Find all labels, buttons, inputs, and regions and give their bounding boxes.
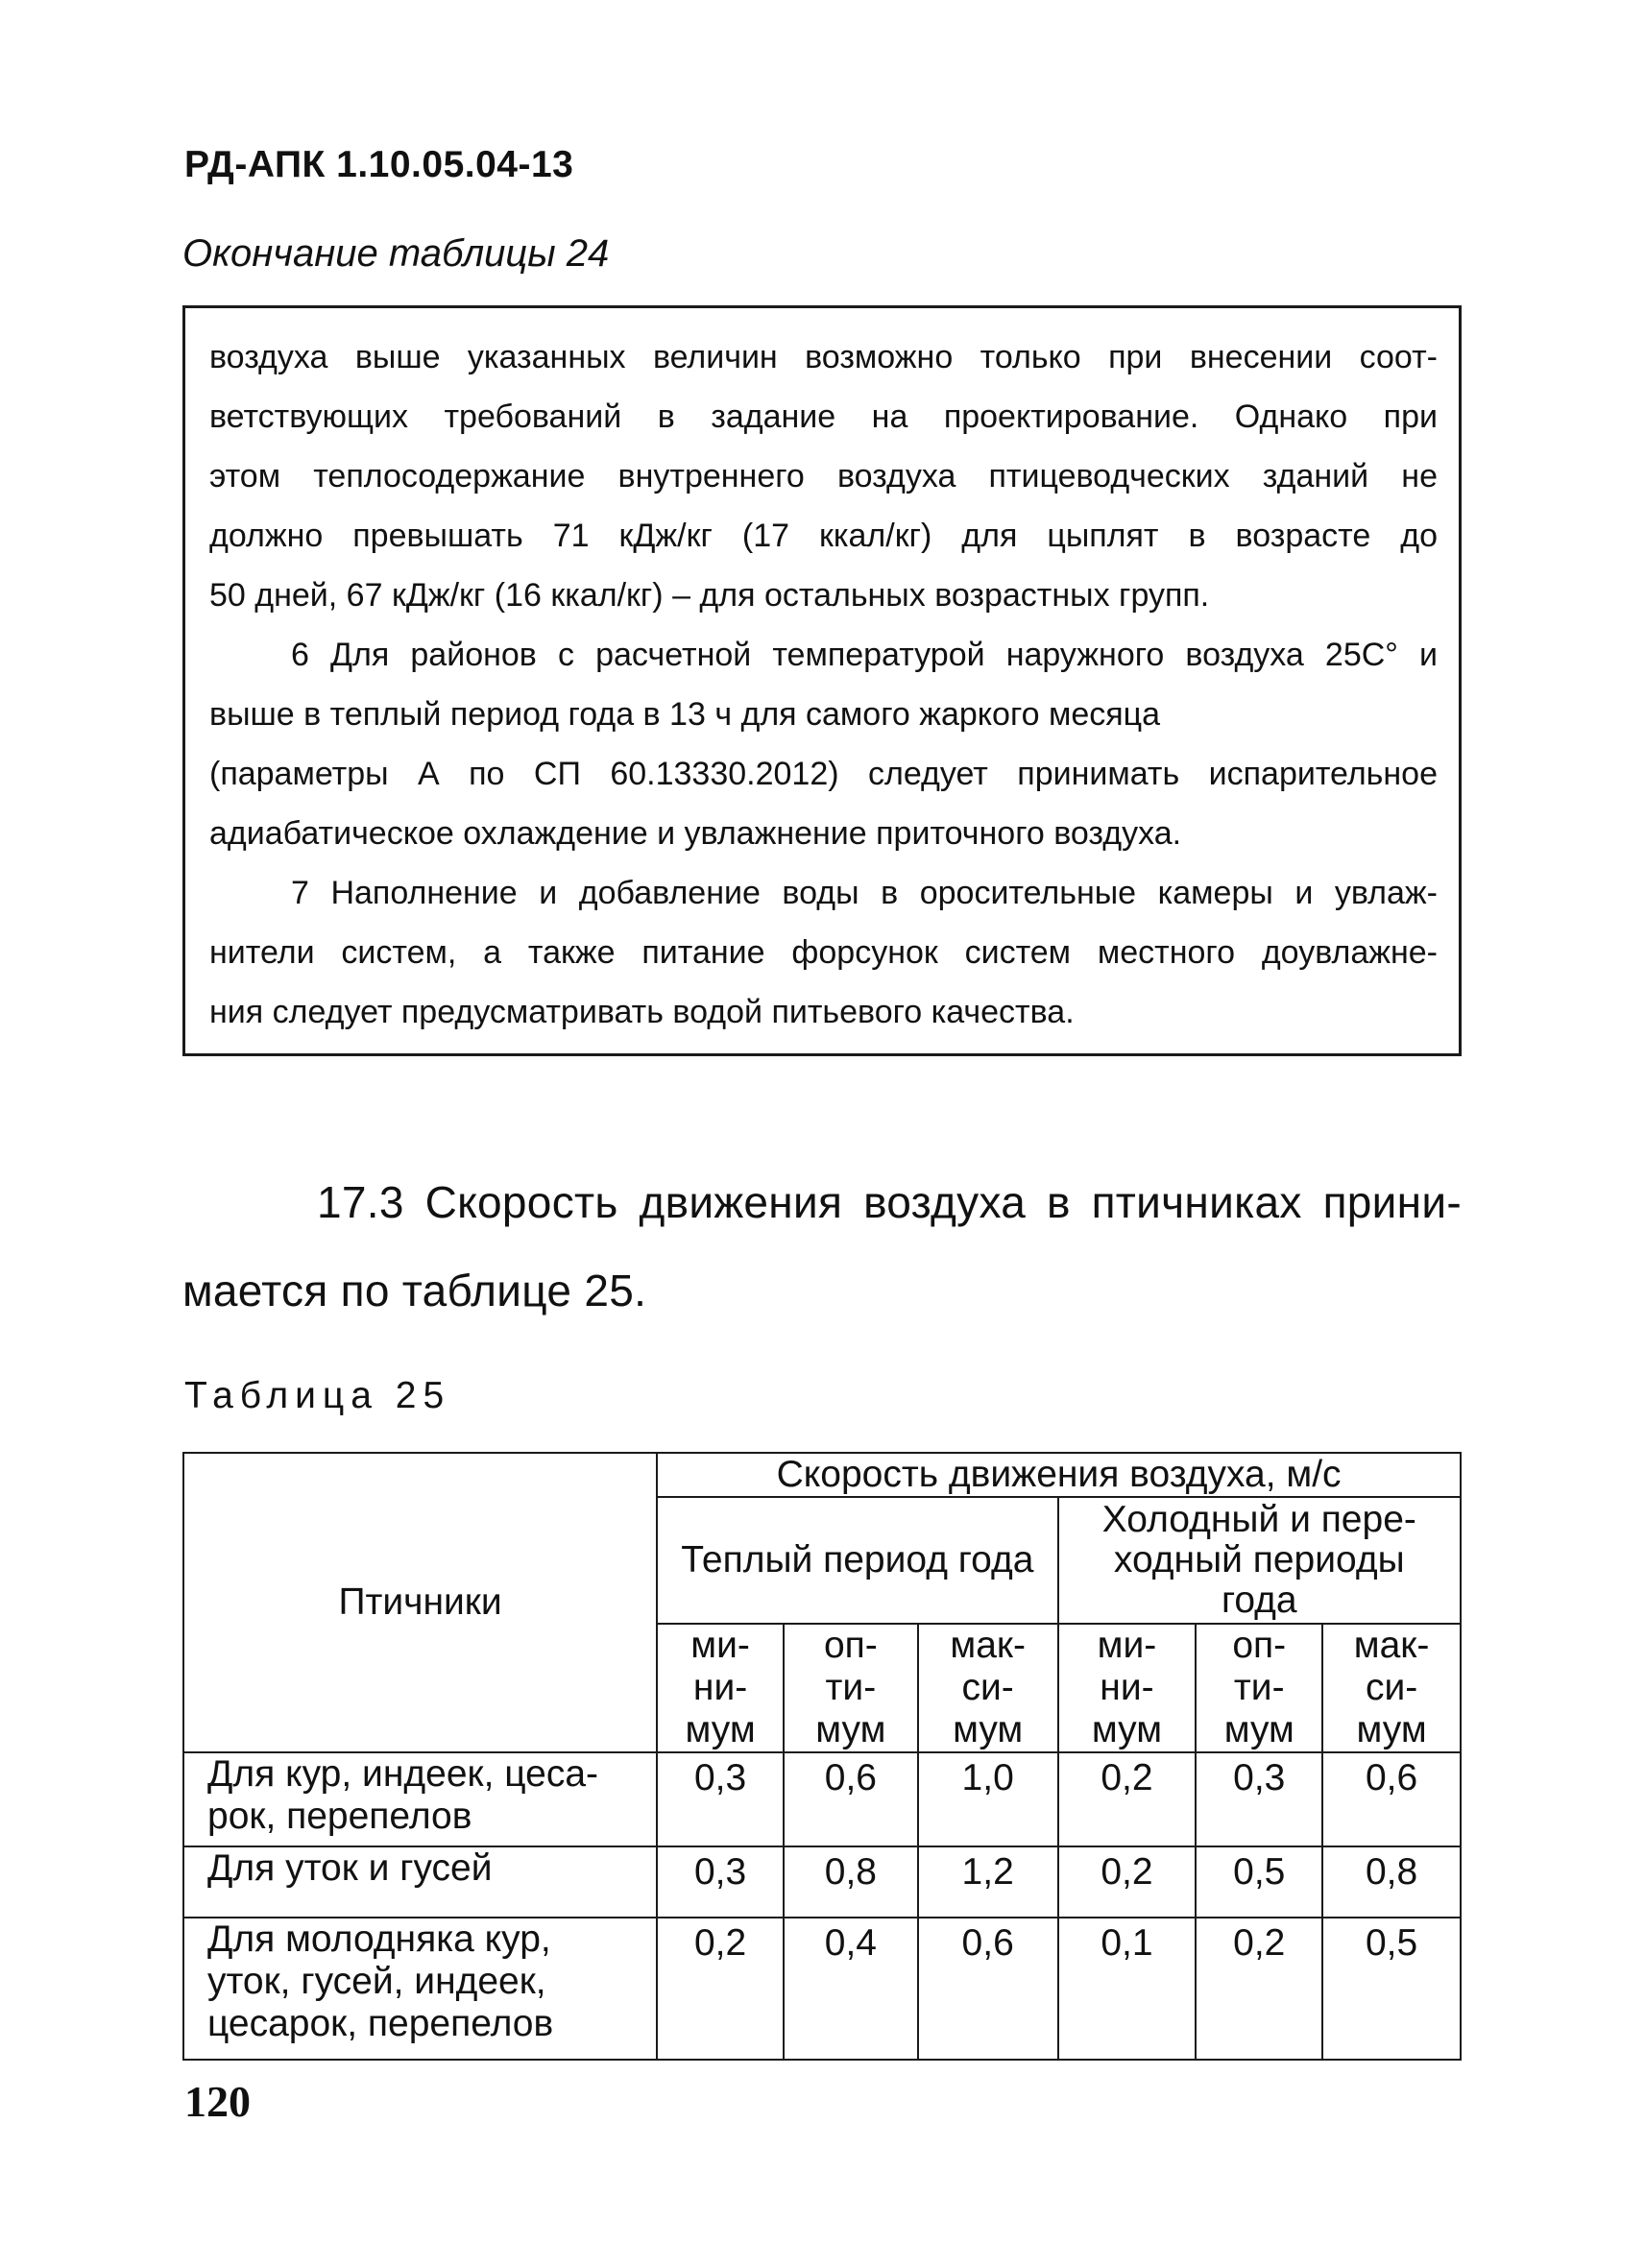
note-line: 50 дней, 67 кДж/кг (16 ккал/кг) – для остальных возрастных групп. <box>209 577 1210 614</box>
paragraph-line: мается по таблице 25. <box>182 1266 647 1315</box>
value-cell: 1,0 <box>918 1752 1058 1846</box>
note-line: нители систем, а также питание форсунок систем местного доувлажне- <box>209 934 1438 971</box>
subheader-maximum-cold: мак- си- мум <box>1322 1624 1461 1752</box>
value-cell: 0,8 <box>784 1846 918 1918</box>
value-cell: 0,3 <box>657 1846 784 1918</box>
row-name: Для уток и гусей <box>183 1846 657 1918</box>
note-line: 6 Для районов с расчетной температурой наружного воздуха 25С° и <box>291 637 1438 673</box>
value-cell: 0,3 <box>1196 1752 1322 1846</box>
header-cold-line: года <box>1221 1580 1297 1621</box>
value-cell: 0,6 <box>784 1752 918 1846</box>
header-air-speed: Скорость движения воздуха, м/с <box>657 1453 1461 1497</box>
note-line: 7 Наполнение и добавление воды в оросительные камеры и увлаж- <box>291 875 1438 911</box>
note-line: ния следует предусматривать водой питьевого качества. <box>209 994 1075 1030</box>
note-line: ветствующих требований в задание на проектирование. Однако при <box>209 398 1438 435</box>
note-line: (параметры А по СП 60.13330.2012) следует принимать испарительное <box>209 756 1438 792</box>
note-line: адиабатическое охлаждение и увлажнение приточного воздуха. <box>209 815 1182 852</box>
note-line: этом теплосодержание внутреннего воздуха птицеводческих зданий не <box>209 458 1438 495</box>
value-cell: 0,2 <box>657 1918 784 2060</box>
note-line: воздуха выше указанных величин возможно только при внесении соот- <box>209 339 1438 375</box>
note-line: должно превышать 71 кДж/кг (17 ккал/кг) для цыплят в возрасте до <box>209 518 1438 554</box>
row-name: Для кур, индеек, цеса- рок, перепелов <box>183 1752 657 1846</box>
header-cold-line: ходный периоды <box>1113 1539 1405 1580</box>
header-cold-period <box>1058 1497 1461 1624</box>
table-row <box>183 1752 1461 1846</box>
document-code: РД-АПК 1.10.05.04-13 <box>184 144 574 185</box>
notes-box <box>182 305 1462 1056</box>
table-row <box>183 1918 1461 2060</box>
value-cell: 0,6 <box>918 1918 1058 2060</box>
value-cell: 0,5 <box>1322 1918 1461 2060</box>
value-cell: 0,8 <box>1322 1846 1461 1918</box>
subheader-optimum-warm: оп- ти- мум <box>784 1624 918 1752</box>
header-poultry-houses: Птичники <box>183 1453 657 1752</box>
value-cell: 0,3 <box>657 1752 784 1846</box>
air-speed-table <box>182 1452 1462 2061</box>
value-cell: 0,6 <box>1322 1752 1461 1846</box>
row-name: Для молодняка кур, уток, гусей, индеек, цесарок, перепелов <box>183 1918 657 2060</box>
subheader-minimum-warm: ми- ни- мум <box>657 1624 784 1752</box>
subheader-maximum-warm: мак- си- мум <box>918 1624 1058 1752</box>
value-cell: 0,2 <box>1058 1752 1197 1846</box>
table-caption: Таблица 25 <box>184 1375 451 1416</box>
value-cell: 1,2 <box>918 1846 1058 1918</box>
table-row <box>183 1846 1461 1918</box>
subheader-optimum-cold: оп- ти- мум <box>1196 1624 1322 1752</box>
value-cell: 0,2 <box>1058 1846 1197 1918</box>
subheader-minimum-cold: ми- ни- мум <box>1058 1624 1197 1752</box>
value-cell: 0,2 <box>1196 1918 1322 2060</box>
header-cold-line: Холодный и пере- <box>1101 1499 1416 1540</box>
value-cell: 0,5 <box>1196 1846 1322 1918</box>
value-cell: 0,1 <box>1058 1918 1197 2060</box>
paragraph-line: 17.3 Скорость движения воздуха в птичниках прини- <box>317 1177 1462 1227</box>
page-number: 120 <box>184 2077 251 2126</box>
value-cell: 0,4 <box>784 1918 918 2060</box>
table-continuation-label: Окончание таблицы 24 <box>182 232 610 275</box>
header-warm-period: Теплый период года <box>657 1497 1057 1624</box>
note-line: выше в теплый период года в 13 ч для самого жаркого месяца <box>209 696 1161 733</box>
